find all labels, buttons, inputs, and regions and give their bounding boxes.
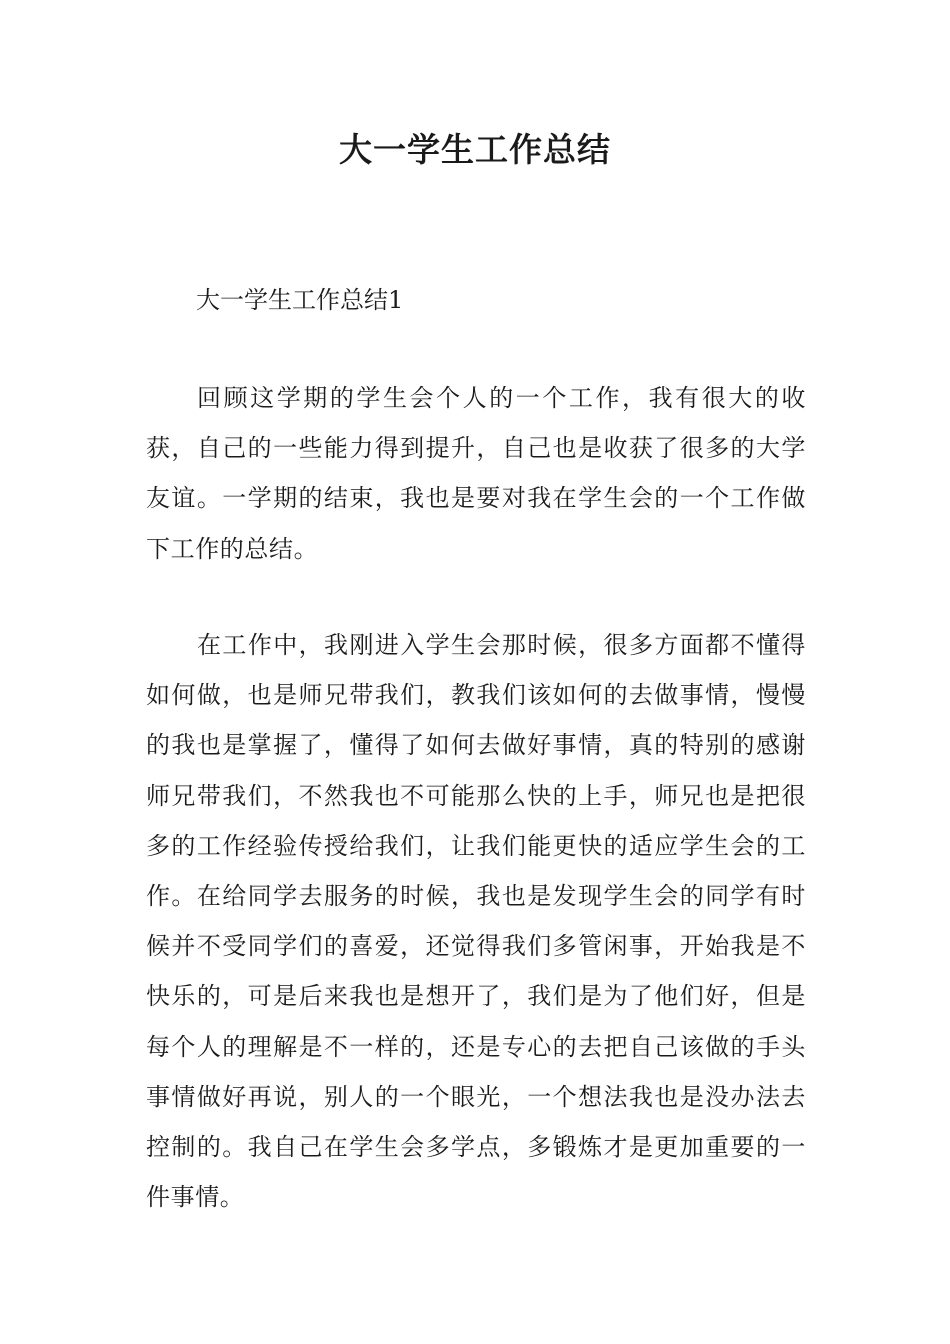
paragraph-2: 在工作中，我刚进入学生会那时候，很多方面都不懂得如何做，也是师兄带我们，教我们该如何的去做事情，慢慢的我也是掌握了，懂得了如何去做好事情，真的特别的感谢师兄带我们，不然我也不可能那么快的上手，师兄也是把很多的工作经验传授给我们，让我们能更快的适应学生会的工作。在给同学去服务的时候，我也是发现学生会的同学有时候并不受同学们的喜爱，还觉得我们多管闲事，开始我是不快乐的，可是后来我也是想开了，我们是为了他们好，但是每个人的理解是不一样的，还是专心的去把自己该做的手头事情做好再说，别人的一个眼光，一个想法我也是没办法去控制的。我自己在学生会多学点，多锻炼才是更加重要的一件事情。: [146, 631, 806, 1212]
section-heading: 大一学生工作总结1: [196, 286, 404, 314]
document-title: 大一学生工作总结: [339, 130, 611, 169]
paragraph-1: 回顾这学期的学生会个人的一个工作，我有很大的收获，自己的一些能力得到提升，自己也是收获了很多的大学友谊。一学期的结束，我也是要对我在学生会的一个工作做下工作的总结。: [146, 384, 806, 563]
